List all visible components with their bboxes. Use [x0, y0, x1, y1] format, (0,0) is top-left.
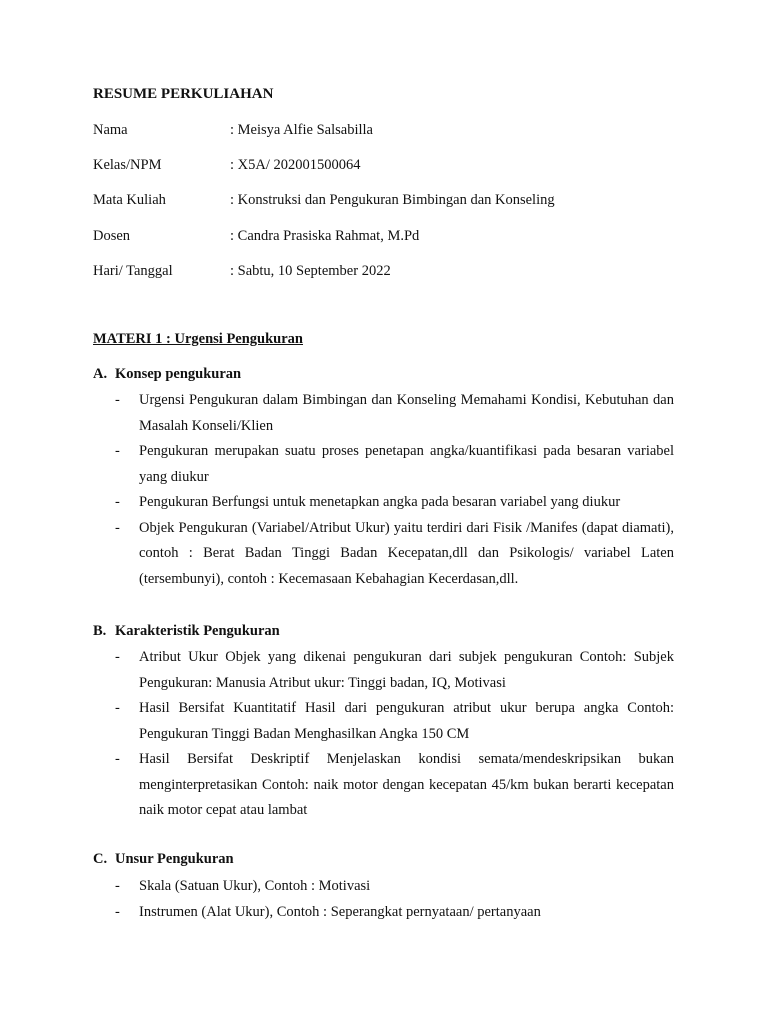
list-item — [93, 388, 674, 439]
section-heading-text: Unsur Pengukuran — [115, 851, 234, 867]
bullet-dash: - — [115, 392, 120, 408]
section-heading-a — [93, 366, 241, 383]
info-value: : Meisya Alfie Salsabilla — [230, 122, 373, 138]
bullet-dash: - — [115, 903, 120, 920]
list-item-text: Hasil Bersifat Kuantitatif Hasil dari pengukuran atribut ukur berupa angka Contoh: Pengukuran Tinggi Badan Menghasilkan Angka 150 CM — [139, 700, 674, 742]
list-item-text: Pengukuran Berfungsi untuk menetapkan angka pada besaran variabel yang diukur — [139, 494, 621, 510]
bullet-list-a — [93, 388, 674, 592]
list-item-text: Objek Pengukuran (Variabel/Atribut Ukur) yaitu terdiri dari Fisik /Manifes (dapat diamati), contoh : Berat Badan Tinggi Badan Kecepatan,dll dan Psikologis/ variabel Laten (tersembunyi), contoh : Kecemasaan Kebahagian Kecerdasan,dll. — [139, 519, 674, 587]
list-item — [93, 645, 674, 696]
list-item-text: Hasil Bersifat Deskriptif Menjelaskan kondisi semata/mendeskripsikan bukan menginterpretasikan Contoh: naik motor dengan kecepatan 45/km bukan berarti kecepatan naik motor cepat atau lambat — [139, 751, 674, 818]
bullet-dash: - — [115, 700, 120, 716]
list-item — [93, 696, 674, 747]
section-heading-text: Konsep pengukuran — [115, 366, 242, 382]
info-label: Mata Kuliah — [93, 192, 166, 208]
bullet-dash: - — [115, 494, 120, 510]
bullet-list-c — [93, 874, 674, 925]
list-item-text: Skala (Satuan Ukur), Contoh : Motivasi — [139, 878, 371, 894]
list-item — [93, 900, 674, 926]
section-heading-c — [93, 851, 234, 868]
bullet-dash: - — [115, 878, 120, 894]
list-item — [93, 516, 674, 593]
bullet-dash: - — [115, 649, 120, 665]
section-heading-text: Karakteristik Pengukuran — [115, 623, 280, 639]
list-item-text: Instrumen (Alat Ukur), Contoh : Seperangkat pernyataan/ pertanyaan — [139, 903, 541, 920]
list-item — [93, 874, 674, 900]
section-heading-b — [93, 623, 280, 640]
list-item-text: Urgensi Pengukuran dalam Bimbingan dan Konseling Memahami Kondisi, Kebutuhan dan Masalah Konseli/Klien — [139, 392, 674, 434]
list-item-text: Atribut Ukur Objek yang dikenai pengukuran dari subjek pengukuran Contoh: Subjek Pengukuran: Manusia Atribut ukur: Tinggi badan, IQ, Motivasi — [139, 649, 674, 691]
list-item-text: Pengukuran merupakan suatu proses penetapan angka/kuantifikasi pada besaran variabel yang diukur — [139, 443, 674, 485]
document-title: RESUME PERKULIAHAN — [93, 86, 274, 102]
section-letter: A. — [93, 366, 108, 382]
bullet-dash: - — [115, 443, 120, 459]
materi-title: MATERI 1 : Urgensi Pengukuran — [93, 331, 303, 347]
bullet-list-b — [93, 645, 674, 824]
section-letter: B. — [93, 623, 107, 639]
info-label: Nama — [93, 122, 128, 138]
info-value: : Candra Prasiska Rahmat, M.Pd — [230, 228, 420, 244]
info-value: : X5A/ 202001500064 — [230, 157, 361, 173]
info-label: Hari/ Tanggal — [93, 263, 173, 279]
bullet-dash: - — [115, 751, 120, 767]
info-value: : Konstruksi dan Pengukuran Bimbingan dan Konseling — [230, 192, 555, 208]
info-label: Dosen — [93, 228, 131, 244]
section-letter: C. — [93, 851, 108, 867]
list-item — [93, 747, 674, 824]
list-item — [93, 439, 674, 490]
bullet-dash: - — [115, 519, 120, 536]
info-label: Kelas/NPM — [93, 157, 162, 173]
info-value: : Sabtu, 10 September 2022 — [230, 263, 391, 279]
list-item — [93, 490, 674, 516]
